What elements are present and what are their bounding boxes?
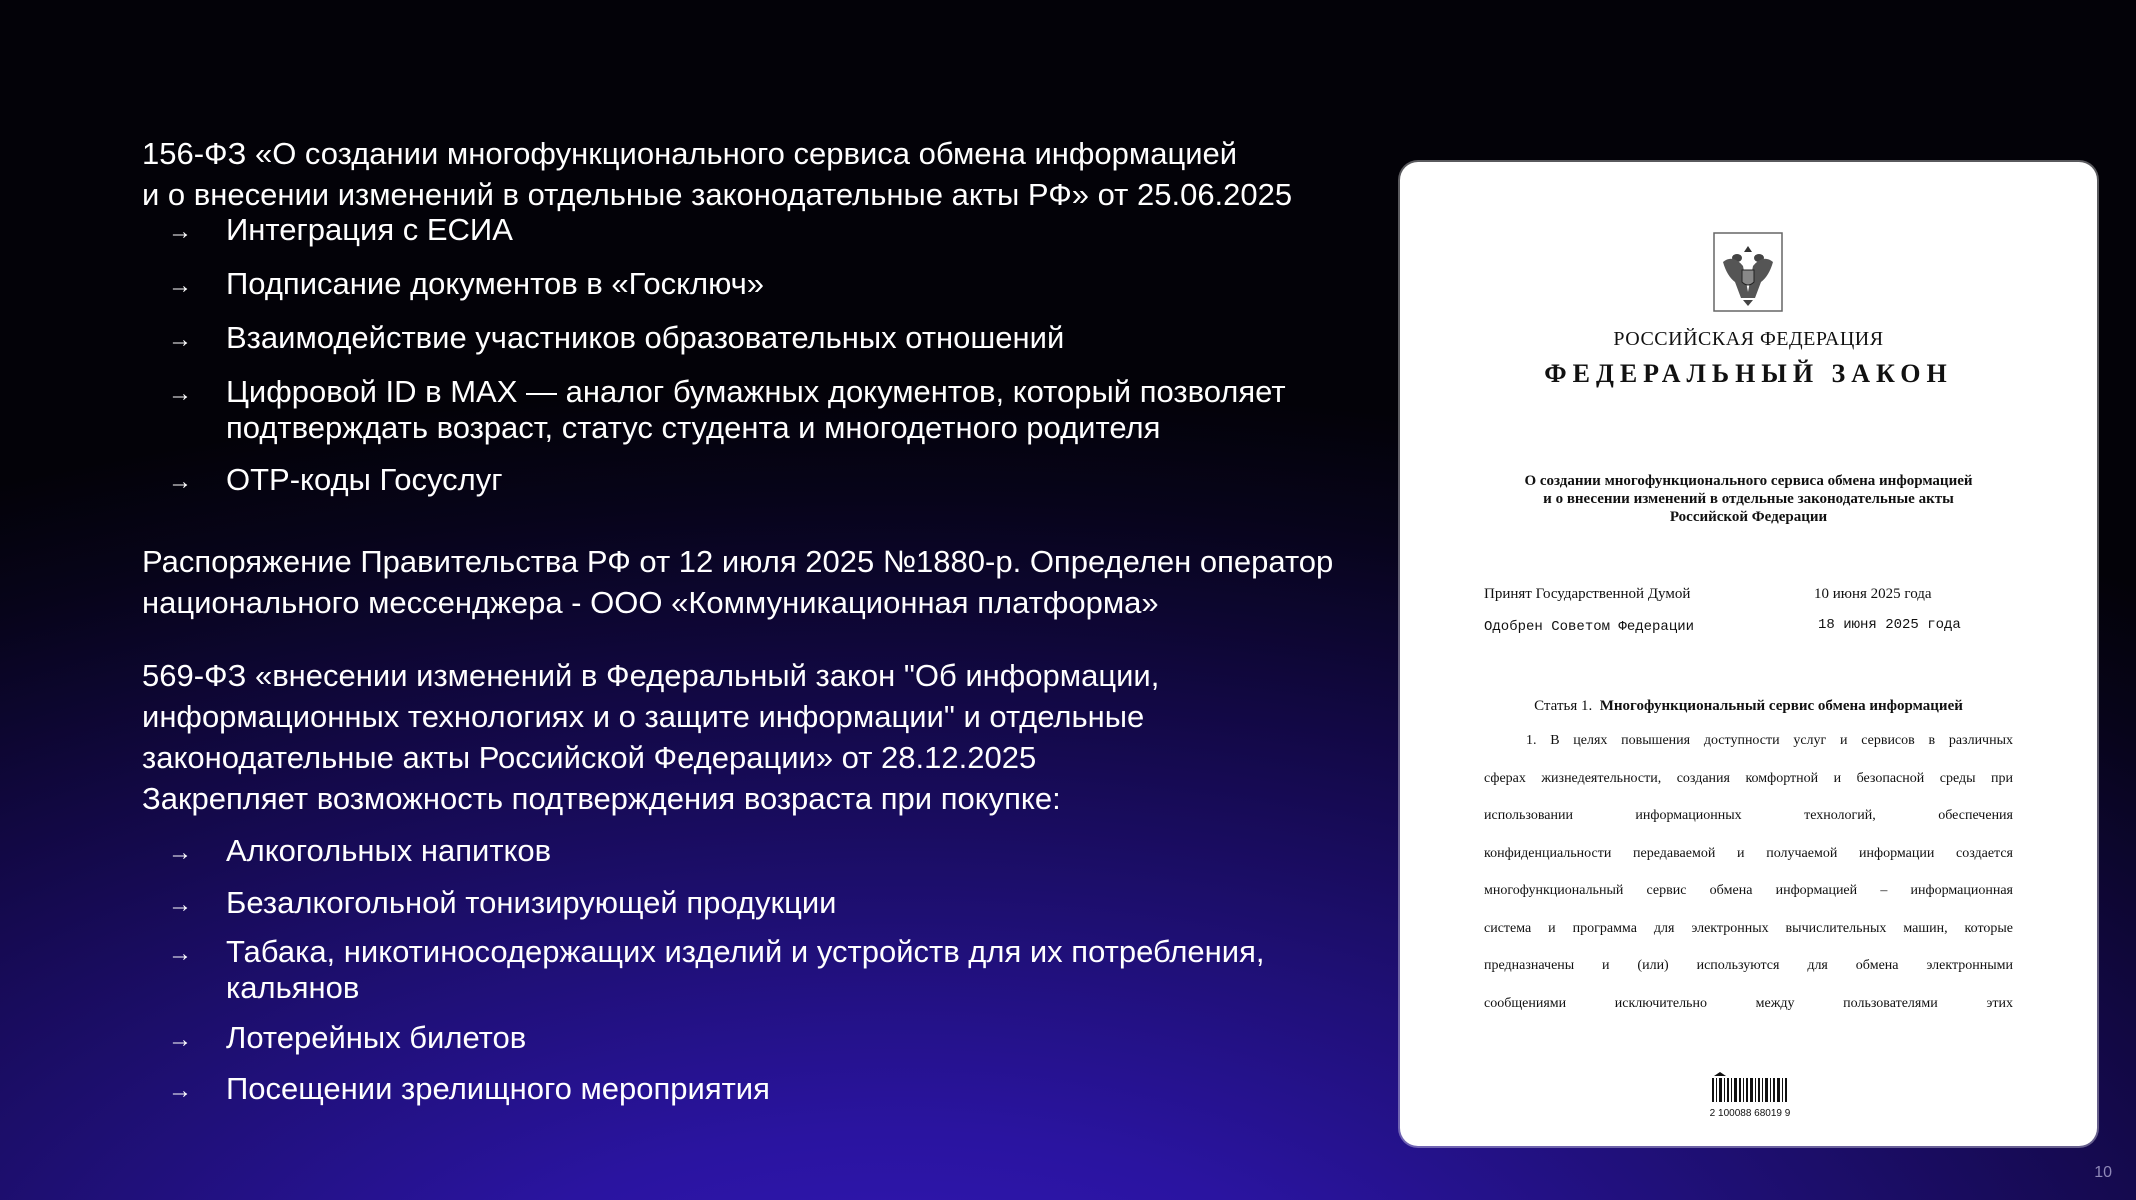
document-title: О создании многофункционального сервиса обмена информацией и о внесении изменений в отдельные законодательные акты Российской Федерации (1524, 473, 1973, 525)
arrow-right-icon: → (168, 1077, 192, 1104)
list-item: → Взаимодействие участников образовательных отношений (168, 320, 1065, 355)
list-item: → Безалкогольной тонизирующей продукции (168, 885, 837, 920)
law-156-title-line: 156-ФЗ «О создании многофункционального сервиса обмена информацией (142, 136, 1238, 171)
arrow-right-icon: → (168, 1026, 192, 1053)
arrow-right-icon: → (168, 326, 192, 353)
arrow-right-icon: → (168, 468, 192, 495)
law-156-title-line: и о внесении изменений в отдельные законодательные акты РФ» от 25.06.2025 (142, 177, 1293, 212)
list-item: → OTP-коды Госуслуг (168, 462, 503, 497)
document-approved-label: Одобрен Советом Федерации (1484, 619, 1695, 635)
arrow-right-icon: → (168, 839, 192, 866)
document-type: ФЕДЕРАЛЬНЫЙ ЗАКОН (1544, 359, 1953, 388)
law-156-title (142, 133, 1292, 215)
document-adopted-label: Принят Государственной Думой (1484, 586, 1691, 602)
barcode-number: 2 100088 68019 9 (1709, 1108, 1791, 1119)
government-order-text: Распоряжение Правительства РФ от 12 июля 2025 №1880-р. Определен оператор национального мессенджера - ООО «Коммуникационная платформа» (142, 544, 1334, 620)
document-body-text: 1. В целях повышения доступности услуг и сервисов в различных сферах жизнедеятельности, создания комфортной и безопасной среды при использовании информационных технологий, обеспечения конфиденциальности передаваемой и получаемой информации создается многофункциональный сервис обмена информацией – информационная система и программа для электронных вычислительных машин, которые предназначены и (или) используются для обмена электронными сообщениями исключительно между пользователями этих (1484, 733, 2013, 1011)
document-adopted-date: 10 июня 2025 года (1814, 586, 1932, 602)
federal-law-document-image (1400, 162, 2097, 1146)
document-country: РОССИЙСКАЯ ФЕДЕРАЦИЯ (1613, 328, 1884, 350)
arrow-right-icon: → (168, 218, 192, 245)
arrow-right-icon: → (168, 891, 192, 918)
list-item: → Посещении зрелищного мероприятия (168, 1071, 770, 1106)
list-item: → Табака, никотиносодержащих изделий и устройств для их потребления, кальянов (168, 934, 1265, 1005)
law-569-bullet-list (142, 833, 1265, 1111)
law-569-title: 569-ФЗ «внесении изменений в Федеральный закон "Об информации, информационных технологиях и о защите информации" и отдельные законодательные акты Российской Федерации» от 28.12.2025 Закрепляет возможность подтверждения возраста при покупке: (142, 658, 1160, 816)
list-item: → Лотерейных билетов (168, 1020, 527, 1055)
list-item: → Алкогольных напитков (168, 833, 552, 868)
law-156-bullet-list (142, 212, 1286, 502)
document-approved-date: 18 июня 2025 года (1818, 617, 1961, 633)
page-number: 10 (2094, 1164, 2112, 1181)
list-item: → Подписание документов в «Госключ» (168, 266, 765, 301)
barcode-icon (1710, 1072, 1790, 1102)
document-article-heading: Статья 1. Многофункциональный сервис обмена информацией (1534, 698, 1963, 714)
arrow-right-icon: → (168, 380, 192, 407)
list-item: → Цифровой ID в MAX — аналог бумажных документов, который позволяет подтверждать возраст, статус студента и многодетного родителя (168, 374, 1286, 445)
arrow-right-icon: → (168, 272, 192, 299)
arrow-right-icon: → (168, 940, 192, 967)
list-item: → Интеграция с ЕСИА (168, 212, 513, 247)
coat-of-arms-icon (1713, 232, 1783, 312)
